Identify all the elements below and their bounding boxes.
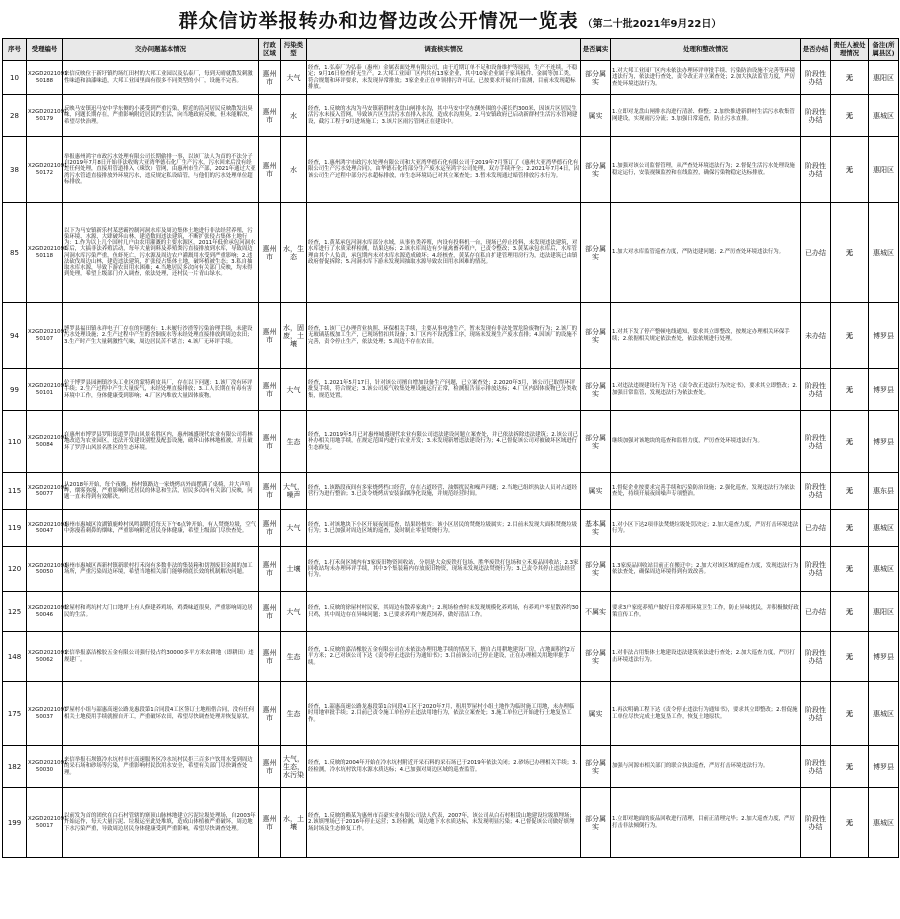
- issue-description: 反映马安镇迅马安中学东侧的小溪受到严重污染，附近的沿河居民反映散发出臭味，问题长期存在，严重影响附近居民的生活，向当地政府反映，但未能解决，希望尽快治理。: [63, 95, 259, 137]
- row-number: 119: [3, 510, 27, 547]
- punishment-status: 无: [831, 682, 869, 746]
- region: 惠州市: [259, 411, 281, 473]
- county: 博罗县: [869, 411, 899, 473]
- table-row: [3, 788, 899, 858]
- table-row: [3, 473, 899, 510]
- row-number: 199: [3, 788, 27, 858]
- handling-result: 加强与河源市相关部门的联合执法巡查，严厉打击环境违法行为。: [611, 746, 801, 788]
- verification-status: 部分属实: [581, 203, 611, 303]
- closure-status: 阶段性办结: [801, 411, 831, 473]
- verification-status: 部分属实: [581, 303, 611, 369]
- row-number: 148: [3, 632, 27, 682]
- region: 惠州市: [259, 95, 281, 137]
- complaint-id: X2GD2021091 50017: [27, 788, 63, 858]
- county: 惠阳区: [869, 61, 899, 95]
- region: 惠州市: [259, 632, 281, 682]
- table-row: [3, 95, 899, 137]
- table-row: [3, 137, 899, 203]
- county: 博罗县: [869, 632, 899, 682]
- handling-result: 1.对违法违规建设行为下达《责令改正违法行为决定书》，要求其立即整改；2.加强日常监管，发现违法行为依法查处。: [611, 369, 801, 411]
- table-row: [3, 61, 899, 95]
- county: 博罗县: [869, 369, 899, 411]
- col-header-region: 行政区域: [259, 39, 281, 61]
- verification-status: 不属实: [581, 592, 611, 632]
- investigation-result: 经查，1.黄某承包河洞水库部分水域，从事鱼类养殖，内设有投料机一台，现场已停止投料，未发现违法建筑，对水库进行了水质采样检测，结果达标；2.该水库周边有少量禽畜养殖户，已责令整改；3.黄某承包水库后，水库管理由其个人负责，承包期内未对水库水源造成破坏；4.经核查，黄某存在私自扩建管理用房行为，违法建筑已由镇政府督促拆除；5.河洞水库下游未发现因抽取水源导致农田用水困难的情况。: [307, 203, 581, 303]
- col-header-closed: 是否办结: [801, 39, 831, 61]
- handling-result: 1.加大对水库监管巡查力度，严防违建问题；2.严厉查处环境违法行为。: [611, 203, 801, 303]
- closure-status: 阶段性办结: [801, 746, 831, 788]
- investigation-result: 经查，1.2021年5月17日，针对该公司擅自增加设备生产问题，已立案查处；2.2020年3月，该公司已取得环评批复手续，符合规定；3.该公司废气收集处理设施运行正常，检测报告显示排放达标；4.厂区内固体废物已分类收集，规范处置。: [307, 369, 581, 411]
- issue-description: 以下为马安镇新乐村某恶霸控制河洞水库及周边集体土地进行非法经营养殖，污染环境、水源，大肆破坏山林，建造数间违法建筑，不断扩张侵占集体土地行为：1.作为以上几个国村几户由农用灌溉的主要水源区，2011年低价承包河洞水库后，大搞非法养殖活动，每年大量饲料及养殖粪污直接排放到水库，导致周边河洞水库污染严重，鱼虾死亡，污水源及周边农户灌溉用水受到严重影响；2.违法砍伐周边山林，建造违法建筑，扩张侵占集体土地，破坏植被生态；3.私自抽取水库水源，导致下游农田用水困难；4.当地居民多次向有关部门反映，均未得到处理，希望上级部门介入调查，依法处理，还村民一片青山绿水。: [63, 203, 259, 303]
- row-number: 99: [3, 369, 27, 411]
- closure-status: 阶段性办结: [801, 788, 831, 858]
- pollution-type: 大气: [281, 61, 307, 95]
- closure-status: 阶段性办结: [801, 632, 831, 682]
- handling-result: 1.对其下发了停产整顿电线通知，要求其立即整改，按规定办理相关环保手续；2.依据相关规定依法查处，依法依规进行处理。: [611, 303, 801, 369]
- closure-status: 已办结: [801, 203, 831, 303]
- complaint-id: X2GD2021091 50030: [27, 746, 63, 788]
- row-number: 28: [3, 95, 27, 137]
- complaint-id: X2GD2021091 50037: [27, 682, 63, 746]
- region: 惠州市: [259, 788, 281, 858]
- pollution-type: 生态: [281, 411, 307, 473]
- complaint-id: X2GD2021091 50046: [27, 592, 63, 632]
- col-header-id: 受理编号: [27, 39, 63, 61]
- punishment-status: 无: [831, 547, 869, 592]
- punishment-status: 无: [831, 788, 869, 858]
- table-row: [3, 203, 899, 303]
- complaint-id: X2GD2021091 50118: [27, 203, 63, 303]
- verification-status: 部分属实: [581, 788, 611, 858]
- verification-status: 属实: [581, 95, 611, 137]
- punishment-status: 无: [831, 592, 869, 632]
- punishment-status: 无: [831, 746, 869, 788]
- issue-description: 罗屋村小组与韶惠高速公路龙惠段第1合同段4工区签订土地租借合同，没有任何相关土地使用手续就擅自开工，严重破坏农田，希望尽快调查处理并恢复原状。: [63, 682, 259, 746]
- closure-status: 未办结: [801, 303, 831, 369]
- row-number: 120: [3, 547, 27, 592]
- issue-description: 惠州市惠城区西新村镇新联村打禾岗有多数非法的集装箱和切割废旧金属的加工场所，严重污染周边环境，希望当地相关部门能够彻底长效的机制解决问题。: [63, 547, 259, 592]
- handling-result: 1.对小区下达2项非法焚烧垃圾处罚决定；2.加大巡查力度，严厉打击环境违法行为。: [611, 510, 801, 547]
- county: 惠东县: [869, 473, 899, 510]
- closure-status: 阶段性办结: [801, 137, 831, 203]
- closure-status: 阶段性办结: [801, 473, 831, 510]
- page-header: [0, 0, 900, 38]
- investigation-result: 经查，1.反映的赖某为惠州市百豪实业有限公司法人代表，2007年，该公司从白石村租赁山地建设垃圾填埋场；2.该填埋场已于2016年停止运营；3.经检测，周边地下水水质达标，未发现明显污染；4.已督促该公司做好填埋场封场及生态修复工作。: [307, 788, 581, 858]
- handling-result: 继续加强对该地块的巡查和监督力度，严厉查处环境违法行为。: [611, 411, 801, 473]
- closure-status: 已办结: [801, 510, 831, 547]
- closure-status: 阶段性办结: [801, 682, 831, 746]
- issue-description: 来信反映位于新圩镇约场红田村的大邦工业园以及弘泰厂，每到天晴就散发刺激性味道和油漆味道，大邦工业园里面有很多不同类型的小厂，设施不完善。: [63, 61, 259, 95]
- table-row: [3, 510, 899, 547]
- handling-result: 要求3户家庭养殖户做好日常养殖环境卫生工作，防止异味扰民，并积极做好政策宣传工作。: [611, 592, 801, 632]
- complaint-id: X2GD2021091 50062: [27, 632, 63, 682]
- verification-status: 属实: [581, 682, 611, 746]
- row-number: 115: [3, 473, 27, 510]
- complaint-id: X2GD2021091 50047: [27, 510, 63, 547]
- col-header-verify: 是否属实: [581, 39, 611, 61]
- punishment-status: 无: [831, 95, 869, 137]
- complaint-id: X2GD2021091 50179: [27, 95, 63, 137]
- page-subtitle: （第二十批2021年9月22日）: [582, 19, 722, 30]
- county: 惠城区: [869, 547, 899, 592]
- region: 惠州市: [259, 137, 281, 203]
- pollution-type: 土壤: [281, 547, 307, 592]
- punishment-status: 无: [831, 473, 869, 510]
- complaint-id: X2GD2021091 50050: [27, 547, 63, 592]
- issue-description: 举报惠州鸿宇市政污水处理有限公司长期偷排一事，以该厂法人为首的不法分子自2019年7月8日开始非法收购大亚湾华德石化厂生产污水，污水回来后没有经过任何处理，直接用管道排入（珠饮）管网，由惠州市生产部，2021年通过大亚湾污水管道直接排放外环境污水，违反规定私设暗管，与他们的污水处理单位超标排放。: [63, 137, 259, 203]
- table-row: [3, 746, 899, 788]
- handling-result: 1.对大邦工业园厂区内未依法办理环评审批手续、污染防治设施不完善等环境违法行为，依法进行查处，责令改正并立案查处；2.加大执法监管力度，严厉查处环境违法行为。: [611, 61, 801, 95]
- issue-description: 从2018年开始，每个夜晚，杨村镇路边一家烧烤店外面摆满了桌椅，并大声喧哗，烟雾弥漫，严重影响附近居民的休息和生活，居民多次向有关部门反映，问题一直未得到有效解决。: [63, 473, 259, 510]
- handling-result: 1.再次明确工程下达《责令停止违法行为通知书》，要求其立即整改；2.督促施工单位尽快完成土地复垦工作，恢复土地原状。: [611, 682, 801, 746]
- region: 惠州市: [259, 510, 281, 547]
- pollution-type: 生态: [281, 632, 307, 682]
- pollution-type: 大气: [281, 592, 307, 632]
- col-header-no: 序号: [3, 39, 27, 61]
- row-number: 110: [3, 411, 27, 473]
- col-header-issue: 交办问题基本情况: [63, 39, 259, 61]
- region: 惠州市: [259, 61, 281, 95]
- region: 惠州市: [259, 303, 281, 369]
- verification-status: 部分属实: [581, 411, 611, 473]
- complaint-id: X2GD2021091 50172: [27, 137, 63, 203]
- region: 惠州市: [259, 473, 281, 510]
- pollution-type: 水，土壤: [281, 788, 307, 858]
- pollution-type: 大气: [281, 510, 307, 547]
- verification-status: 部分属实: [581, 746, 611, 788]
- investigation-result: 经查，1.反映的嘉洁橡胶五金有限公司在未依法办理用地手续的情况下，擅自占用耕地建设厂房，占地面积约2万平方米；2.已对该公司下达《责令停止违法行为通知书》；3.目前该公司已停止建设，正在办理相关用地审批手续。: [307, 632, 581, 682]
- complaint-id: X2GD2021091 50107: [27, 303, 63, 369]
- investigation-result: 经查，1.对该地块下小区开展夜间巡查，结果经核实：该小区居民的焚烧垃圾属实；2.目前未发现大面积焚烧垃圾行为；3.已加强对周边区域的巡查，及时制止零星焚烧行为。: [307, 510, 581, 547]
- table-row: [3, 632, 899, 682]
- county: 惠城区: [869, 510, 899, 547]
- county: 博罗县: [869, 303, 899, 369]
- row-number: 85: [3, 203, 27, 303]
- complaint-id: X2GD2021091 50077: [27, 473, 63, 510]
- row-number: 175: [3, 682, 27, 746]
- pollution-type: 生态: [281, 682, 307, 746]
- pollution-type: 大气，噪声: [281, 473, 307, 510]
- table-row: [3, 411, 899, 473]
- table-row: [3, 303, 899, 369]
- closure-status: 阶段性办结: [801, 369, 831, 411]
- verification-status: 部分属实: [581, 369, 611, 411]
- region: 惠州市: [259, 547, 281, 592]
- investigation-result: 经查，1.韶惠高速公路龙惠段第1合同段4工区于2020年7月，租用罗屋村小组土地作为临时施工用地，未办理临时用地审批手续；2.目前已责令施工单位停止违法用地行为，依法立案查处；3.施工单位已开始进行土地复垦工作。: [307, 682, 581, 746]
- handling-result: 1.对非法占用集体土地建设违法建筑依法进行查处；2.加大巡查力度，严厉打击环境违法行为。: [611, 632, 801, 682]
- issue-description: 在惠州市博罗县罗阳街道罗浮山风景名胜区内，惠州城盛现代农业有限公司将林地改造为农业园区，违法开发建设别墅及配套设施，破坏山体林地植被，并且破坏了罗浮山风景名胜区的生态环境。: [63, 411, 259, 473]
- closure-status: 已办结: [801, 592, 831, 632]
- report-table: [2, 38, 899, 858]
- table-row: [3, 369, 899, 411]
- county: 惠城区: [869, 95, 899, 137]
- punishment-status: 无: [831, 510, 869, 547]
- col-header-county: 备注(所属县区): [869, 39, 899, 61]
- col-header-handling: 处理和整改情况: [611, 39, 801, 61]
- closure-status: 阶段性办结: [801, 547, 831, 592]
- investigation-result: 经查，1.弘泰厂为弘泰（惠州）金属表面处理有限公司，由于近期订单不足和设备维护等原因，生产不连续，不稳定；9月16日检查时无生产。2.大邦工业园厂区内共有13家企业，其中10家企业属于家具板件、金属等加工类，符合规划和环评要求，未发现异常排放；3家企业正在申领排污许可证，已按要求开展自行监测，目前未发现超标排放。: [307, 61, 581, 95]
- handling-result: 1.3家废品回收站目前正在搬迁中；2.加大对该区域的巡查力度，发现违法行为依法查处，确保周边环境得到有效改善。: [611, 547, 801, 592]
- punishment-status: 无: [831, 203, 869, 303]
- complaint-id: X2GD2021091 50084: [27, 411, 63, 473]
- page-title: 群众信访举报转办和边督边改公开情况一览表: [178, 10, 579, 32]
- verification-status: 属实: [581, 473, 611, 510]
- region: 惠州市: [259, 592, 281, 632]
- pollution-type: 大气，生态，水污染: [281, 746, 307, 788]
- row-number: 182: [3, 746, 27, 788]
- investigation-result: 经查，1.该厂已办理营业执照、环保相关手续，主要从事电池生产，暂未发现有非法处置危险废物行为；2.该厂的无玻璃基板加工生产，已现场暂扣其设备；3.厂区内不设洗涤工序，现场未发现生产废水直排；4.因该厂的设施不完善，责令停止生产，依法处理；5.周边不存在农田。: [307, 303, 581, 369]
- verification-status: 部分属实: [581, 632, 611, 682]
- pollution-type: 水: [281, 137, 307, 203]
- investigation-result: 经查，1.反映的水沟为马安镇新群村龙盘山闸排水沟，其中马安中学东侧外围的小溪长约300米，因该片区居民生活污水未接入管网，导致该片区生活污水直排入水沟，造成水沟黑臭。2.马安镇政府已启动新群村生活污水管网建设，截污工程于9月进场施工；3.该片区雨污管网正在建设中。: [307, 95, 581, 137]
- county: 惠城区: [869, 203, 899, 303]
- issue-description: 来信举报石坝镇冷水坑村丰庄高速服务区冷水坑村民拒三百多户饮用水受到周边的采石场和砂场等污染，严重影响村民饮用水安全，希望有关部门尽快调查处理。: [63, 746, 259, 788]
- investigation-result: 经查，1.2019年5月已对惠州城盛现代农业有限公司违法建设问题立案查处，并已依法拆除违法建筑；2.该公司已补办相关用地手续，在规定范围内进行农业开发；3.未发现新增违法建设行为；4.已督促该公司对被破坏区域进行生态修复。: [307, 411, 581, 473]
- county: 惠城区: [869, 788, 899, 858]
- punishment-status: 无: [831, 61, 869, 95]
- issue-description: 位于博罗县园洲镇沙头工业区的蒙特莉皮具厂，存在以下问题：1.该厂没有环评手续；2.生产过程中产生大量废气，未经处理直接排放；3.工人长期在有毒有害环境中工作，身体健康受到影响；4.厂区内堆放大量固体废物。: [63, 369, 259, 411]
- investigation-result: 经查，1.打禾岗区域内有3家废旧物资回收站，分别是大众废铁打包场、胜华废铁打包场和立禾废品回收站；2.3家回收站均未办理环评手续，其中3个集装箱内存放废旧物资，现场未发现违法焚烧行为；3.已责令其停止违法经营行为。: [307, 547, 581, 592]
- pollution-type: 水，固废，土壤: [281, 303, 307, 369]
- investigation-result: 经查，1.该路段夜间有多家烧烤档口经营，存在占道经营、油烟扰民和噪声问题；2.当地已组织执法人员对占道经营行为进行整治；3.已责令烧烤店安装油烟净化设施，并规范经营时间。: [307, 473, 581, 510]
- row-number: 10: [3, 61, 27, 95]
- investigation-result: 经查，1.惠州鸿宇市政污水处理有限公司和大亚湾华德石化有限公司于2019年7月签订了《惠州大亚湾华德石化有限公司生产污水处理合同》，由华德石化将部分生产废水运至鸿宇公司处理，双方手续齐全；2.2021年7月4日，因该公司生产过程中部分污水超标排放，市生态环境局已对其立案查处；3.暂未发现通过暗管排放污水行为。: [307, 137, 581, 203]
- pollution-type: 水，生态: [281, 203, 307, 303]
- row-number: 94: [3, 303, 27, 369]
- pollution-type: 大气: [281, 369, 307, 411]
- complaint-id: X2GD2021091 50101: [27, 369, 63, 411]
- table-row: [3, 547, 899, 592]
- closure-status: 阶段性办结: [801, 95, 831, 137]
- region: 惠州市: [259, 203, 281, 303]
- issue-description: 来信举报嘉洁橡胶五金有限公司强行侵占约30000多平方米农耕地（即耕田）违规建厂。: [63, 632, 259, 682]
- verification-status: 部分属实: [581, 547, 611, 592]
- handling-result: 1.立即对地面的废品回收进行清理，目前正清理完毕；2.加大巡查力度，严厉打击非法倾倒行为。: [611, 788, 801, 858]
- county: 惠阳区: [869, 137, 899, 203]
- punishment-status: 无: [831, 369, 869, 411]
- pollution-type: 水: [281, 95, 307, 137]
- closure-status: 阶段性办结: [801, 61, 831, 95]
- col-header-type: 污染类型: [281, 39, 307, 61]
- verification-status: 部分属实: [581, 137, 611, 203]
- issue-description: 惠州市惠城区汝湖镇鹿岭村凤鸣湖附近每天下午6点钟开始，有人焚烧垃圾，空气中弥漫着刺鼻的烟味，严重影响附近居民身体健康，希望上级部门尽快查处。: [63, 510, 259, 547]
- punishment-status: 无: [831, 632, 869, 682]
- region: 惠州市: [259, 369, 281, 411]
- investigation-result: 经查，1.反映的徐屋村村民家，其周边有散养家禽户；2.现场检查时未发现规模化养鸡场，有养鸡户零星散养约30只鸡，其中周边存在异味问题；3.已要求养鸡户规范饲养，做好清洁工作。: [307, 592, 581, 632]
- county: 惠城区: [869, 682, 899, 746]
- issue-description: 以前发为首的团伙在白石村管辖的寨顶山脉林地建立污泥垃圾处理场，自2003年开始运作，每天大量污泥、垃圾运至此处堆填，造成山体植被严重破坏，周边地下水污染严重，导致周边居民身体健康受到严重影响，希望尽快调查处理。: [63, 788, 259, 858]
- table-header-row: [3, 39, 899, 61]
- issue-description: 徐屋村和鸡坑村大门口地坪上有人修建养鸡场，鸡粪味道很臭，严重影响周边居民的生活。: [63, 592, 259, 632]
- region: 惠州市: [259, 746, 281, 788]
- county: 博罗县: [869, 746, 899, 788]
- verification-status: 部分属实: [581, 61, 611, 95]
- investigation-result: 经查，1.反映的2004年开始在冷水坑村附近开采石料的采石场已于2019年依法关闭；2.砂场已办理相关手续；3.经检测，冷水坑村饮用水源水质达标；4.已加强对周边区域的巡查监管。: [307, 746, 581, 788]
- complaint-id: X2GD2021091 50188: [27, 61, 63, 95]
- handling-result: 1.加强对该公司监督管理，从严查处环境违法行为；2.督促生活污水处理设施稳定运行，安装视频监控和在线监控，确保污染物稳定达标排放。: [611, 137, 801, 203]
- handling-result: 1.立即对龙盘山闸排水沟进行清淤、修整；2.加快推进新群村生活污水收集管网建设，实现雨污分流；3.加强日常巡查，防止污水直排。: [611, 95, 801, 137]
- col-header-punish: 责任人被处理情况: [831, 39, 869, 61]
- table-row: [3, 592, 899, 632]
- region: 惠州市: [259, 682, 281, 746]
- punishment-status: 无: [831, 303, 869, 369]
- county: 惠阳区: [869, 592, 899, 632]
- row-number: 125: [3, 592, 27, 632]
- handling-result: 1.督促企业按要求完善手续和污染防治设施；2.强化巡查，发现违法行为依法查处，持续开展夜间噪声专项整治。: [611, 473, 801, 510]
- verification-status: 基本属实: [581, 510, 611, 547]
- col-header-investigation: 调查核实情况: [307, 39, 581, 61]
- issue-description: 博罗县福田镇永祥电子厂存在的问题有：1.未履行沙渣等污染治理手续，未建设污水处理设施；2.生产过程中产生的含铜废水等未经处理直接排放到周边农田；3.生产时产生大量刺激性气味，周边居民苦不堪言；4.该厂无环评手续。: [63, 303, 259, 369]
- punishment-status: 无: [831, 411, 869, 473]
- punishment-status: 无: [831, 137, 869, 203]
- table-row: [3, 682, 899, 746]
- row-number: 38: [3, 137, 27, 203]
